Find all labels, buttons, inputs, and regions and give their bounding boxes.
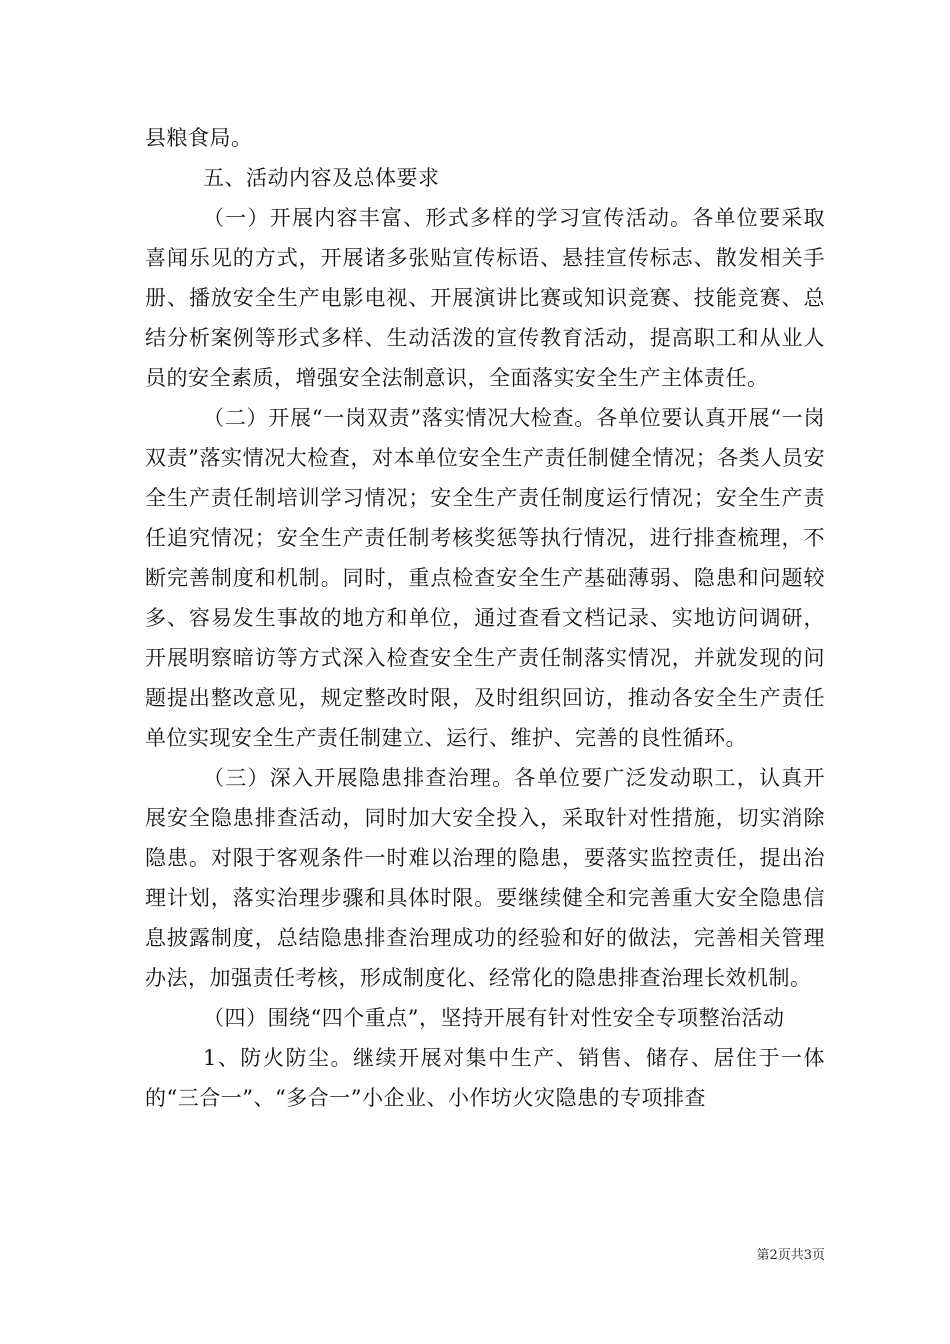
paragraph-continuation: 县粮食局。 <box>145 126 253 150</box>
section-heading-five: 五、活动内容及总体要求 <box>203 166 440 190</box>
paragraph-item-two: （二）开展“一岗双责”落实情况大检查。各单位要认真开展“一岗双责”落实情况大检查，对本单位安全生产责任制健全情况；各类人员安全生产责任制培训学习情况；安全生产责任制度运行情况；安全生产责任追究情况；安全生产责任制考核奖惩等执行情况，进行排查梳理，不断完善制度和机制。同时，重点检查安全生产基础薄弱、隐患和问题较多、容易发生事故的地方和单位，通过查看文档记录、实地访问调研，开展明察暗访等方式深入检查安全生产责任制落实情况，并就发现的问题提出整改意见，规定整改时限，及时组织回访，推动各安全生产责任单位实现安全生产责任制建立、运行、维护、完善的良性循环。 <box>145 406 825 750</box>
paragraph-item-three: （三）深入开展隐患排查治理。各单位要广泛发动职工，认真开展安全隐患排查活动，同时加大安全投入，采取针对性措施，切实消除隐患。对限于客观条件一时难以治理的隐患，要落实监控责任，提出治理计划，落实治理步骤和具体时限。要继续健全和完善重大安全隐患信息披露制度，总结隐患排查治理成功的经验和好的做法，完善相关管理办法，加强责任考核，形成制度化、经常化的隐患排查治理长效机制。 <box>145 766 825 990</box>
paragraph-item-four: （四）围绕“四个重点”，坚持开展有针对性安全专项整治活动 <box>203 1006 785 1030</box>
document-body <box>145 118 825 1118</box>
paragraph-item-one: （一）开展内容丰富、形式多样的学习宣传活动。各单位要采取喜闻乐见的方式，开展诸多张贴宣传标语、悬挂宣传标志、散发相关手册、播放安全生产电影电视、开展演讲比赛或知识竞赛、技能竞赛、总结分析案例等形式多样、生动活泼的宣传教育活动，提高职工和从业人员的安全素质，增强安全法制意识，全面落实安全生产主体责任。 <box>145 206 825 390</box>
paragraph-sub-item-one: 1、防火防尘。继续开展对集中生产、销售、储存、居住于一体的“三合一”、“多合一”小企业、小作坊火灾隐患的专项排查 <box>145 1046 825 1110</box>
page-number-footer: 第2页共3页 <box>756 1248 825 1263</box>
